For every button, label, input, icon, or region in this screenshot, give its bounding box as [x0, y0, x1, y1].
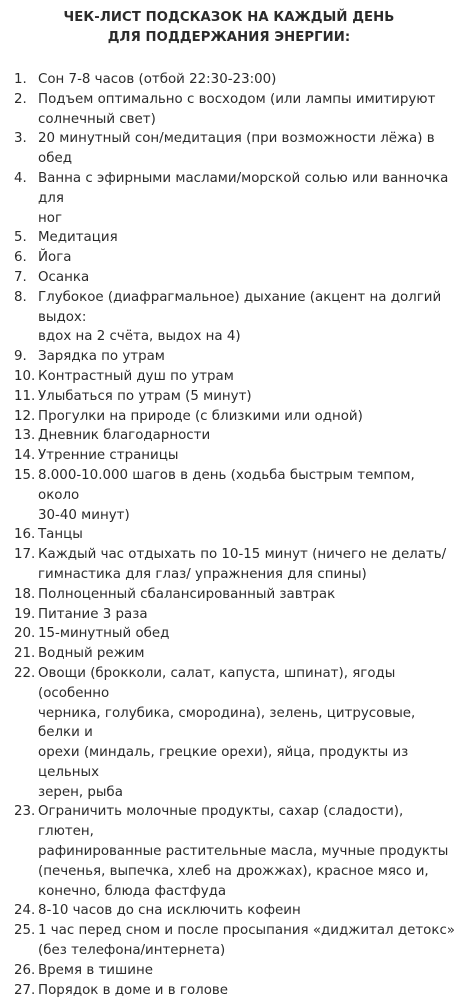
list-item [0, 921, 458, 961]
list-item-number: 14. [14, 448, 36, 464]
list-item-text: Полноценный сбалансированный завтрак [38, 586, 336, 602]
list-item-number: 20. [14, 626, 36, 642]
list-item-number: 7. [14, 269, 27, 285]
list-item-text: Время в тишине [38, 962, 153, 978]
list-item-number: 21. [14, 646, 36, 662]
list-item-number: 2. [14, 91, 27, 107]
list-item [0, 248, 458, 268]
list-item-number: 22. [14, 665, 36, 681]
list-item [0, 545, 458, 585]
list-item-number: 6. [14, 250, 27, 266]
list-item-number: 18. [14, 586, 36, 602]
list-item [0, 624, 458, 644]
list-item-text: Сон 7-8 часов (отбой 22:30-23:00) [38, 72, 277, 87]
list-item-text: 8-10 часов до сна исключить кофеин [38, 903, 301, 919]
list-item-text: 15-минутный обед [38, 626, 170, 642]
list-item-number: 4. [14, 170, 27, 186]
list-item-number: 9. [14, 349, 27, 365]
list-item [0, 228, 458, 248]
list-item-text: Водный режим [38, 646, 145, 662]
list-item-number: 13. [14, 428, 36, 444]
list-item [0, 367, 458, 387]
list-item [0, 961, 458, 981]
list-item-text: Ограничить молочные продукты, сахар (сладости), глютен, рафинированные растительные масла, мучные продукты (печенья, выпечка, хлеб на дрожжах), красное мясо и, конечно, блюда фастфуда [38, 804, 449, 899]
list-item-number: 3. [14, 131, 27, 147]
list-item-text: Контрастный душ по утрам [38, 368, 234, 384]
list-item-number: 12. [14, 408, 36, 424]
title-line-1: ЧЕК-ЛИСТ ПОДСКАЗОК НА КАЖДЫЙ ДЕНЬ [63, 10, 395, 25]
list-item-number: 24. [14, 903, 36, 919]
list-item [0, 407, 458, 427]
list-item-number: 27. [14, 982, 36, 998]
list-item-number: 17. [14, 547, 36, 563]
list-item [0, 901, 458, 921]
title-line-2: ДЛЯ ПОДДЕРЖАНИЯ ЭНЕРГИИ: [107, 30, 351, 45]
list-item-number: 10. [14, 368, 36, 384]
list-item-text: Ванна с эфирными маслами/морской солью или ванночка для ног [38, 170, 449, 226]
list-item-number: 1. [14, 72, 27, 87]
list-item [0, 644, 458, 664]
list-item [0, 129, 458, 169]
list-item-text: Улыбаться по утрам (5 минут) [38, 388, 252, 404]
list-item-number: 11. [14, 388, 36, 404]
list-item-number: 16. [14, 527, 36, 543]
list-item-text: Медитация [38, 230, 118, 246]
list-item [0, 466, 458, 525]
list-item-text: Утренние страницы [38, 448, 179, 464]
list-item-text: Танцы [38, 527, 83, 543]
list-item-number: 8. [14, 289, 27, 305]
list-item-text: Овощи (брокколи, салат, капуста, шпинат), ягоды (особенно черника, голубика, смородина), зелень, цитрусовые, белки и орехи (миндаль, грецкие орехи), яйца, продукты из цельных зерен, рыба [38, 665, 416, 800]
list-item-number: 19. [14, 606, 36, 622]
list-item-text: 1 час перед сном и после просыпания «диджитал детокс» (без телефона/интернета) [38, 923, 455, 959]
list-item-text: Питание 3 раза [38, 606, 148, 622]
list-item [0, 525, 458, 545]
list-item-text: Глубокое (диафрагмальное) дыхание (акцент на долгий выдох: вдох на 2 счёта, выдох на 4) [38, 289, 442, 345]
list-item [0, 347, 458, 367]
list-item-text: 8.000-10.000 шагов в день (ходьба быстрым темпом, около 30-40 минут) [38, 467, 415, 523]
list-item-number: 23. [14, 804, 36, 820]
list-item-number: 5. [14, 230, 27, 246]
list-item-text: Дневник благодарности [38, 428, 211, 444]
checklist [0, 70, 458, 1000]
list-item [0, 446, 458, 466]
list-item-text: Зарядка по утрам [38, 349, 165, 365]
list-item-number: 25. [14, 923, 36, 939]
list-item-text: Порядок в доме и в голове [38, 982, 229, 998]
list-item [0, 981, 458, 1000]
list-item [0, 387, 458, 407]
list-item [0, 585, 458, 605]
list-item [0, 268, 458, 288]
list-item-number: 26. [14, 962, 36, 978]
list-item-text: Йога [38, 250, 72, 266]
list-item-text: Подъем оптимально с восходом (или лампы имитируют солнечный свет) [38, 91, 436, 127]
list-item-text: Осанка [38, 269, 90, 285]
list-item-text: Прогулки на природе (с близкими или одной) [38, 408, 363, 424]
list-item [0, 169, 458, 228]
list-item [0, 664, 458, 803]
list-item [0, 70, 458, 90]
list-item-number: 15. [14, 467, 36, 483]
list-item [0, 288, 458, 347]
list-item-text: 20 минутный сон/медитация (при возможности лёжа) в обед [38, 131, 435, 167]
list-item-text: Каждый час отдыхать по 10-15 минут (ничего не делать/ гимнастика для глаз/ упражнения для спины) [38, 547, 447, 582]
page-title [0, 8, 458, 48]
list-item [0, 90, 458, 130]
list-item [0, 605, 458, 625]
list-item [0, 426, 458, 446]
list-item [0, 802, 458, 901]
